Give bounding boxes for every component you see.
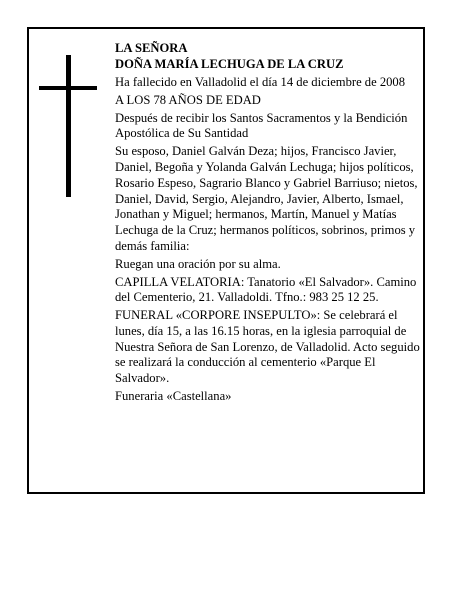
cross-horizontal-bar: [39, 86, 97, 90]
funeral-info: FUNERAL «CORPORE INSEPULTO»: Se celebrará el lunes, día 15, a las 16.15 horas, en la iglesia parroquial de Nuestra Señora de San Lorenzo, de Valladolid. Acto seguido se realizará la conducción al cementerio «Parque El Salvador».: [115, 308, 420, 386]
prayer-request: Ruegan una oración por su alma.: [115, 256, 281, 271]
cross-vertical-bar: [66, 55, 71, 197]
death-announcement: Ha fallecido en Valladolid el día 14 de diciembre de 2008: [115, 74, 406, 89]
notice-title-line1: LA SEÑORA: [115, 41, 188, 55]
obituary-notice: [27, 27, 425, 494]
wake-chapel-info: CAPILLA VELATORIA: Tanatorio «El Salvador». Camino del Cementerio, 21. Valladoldi. Tfno.: 983 25 12 25.: [115, 274, 417, 305]
age-line: A LOS 78 AÑOS DE EDAD: [115, 92, 261, 107]
sacraments-line: Después de recibir los Santos Sacramentos y la Bendición Apostólica de Su Santidad: [115, 110, 408, 141]
funeral-home: Funeraria «Castellana»: [115, 389, 232, 404]
deceased-name: DOÑA MARÍA LECHUGA DE LA CRUZ: [115, 56, 344, 71]
family-list: Su esposo, Daniel Galván Deza; hijos, Francisco Javier, Daniel, Begoña y Yolanda Galván Lechuga; hijos políticos, Rosario Espeso, Sagrario Blanco y Gabriel Barriuso; nietos, Daniel, David, Sergio, Alejandro, Javier, Alberto, Ismael, Jonathan y Miguel; hermanos, Martín, Manuel y Matías Lechuga de la Cruz; hermanos políticos, sobrinos, primos y demás familia:: [115, 144, 418, 253]
notice-text: [115, 41, 427, 407]
